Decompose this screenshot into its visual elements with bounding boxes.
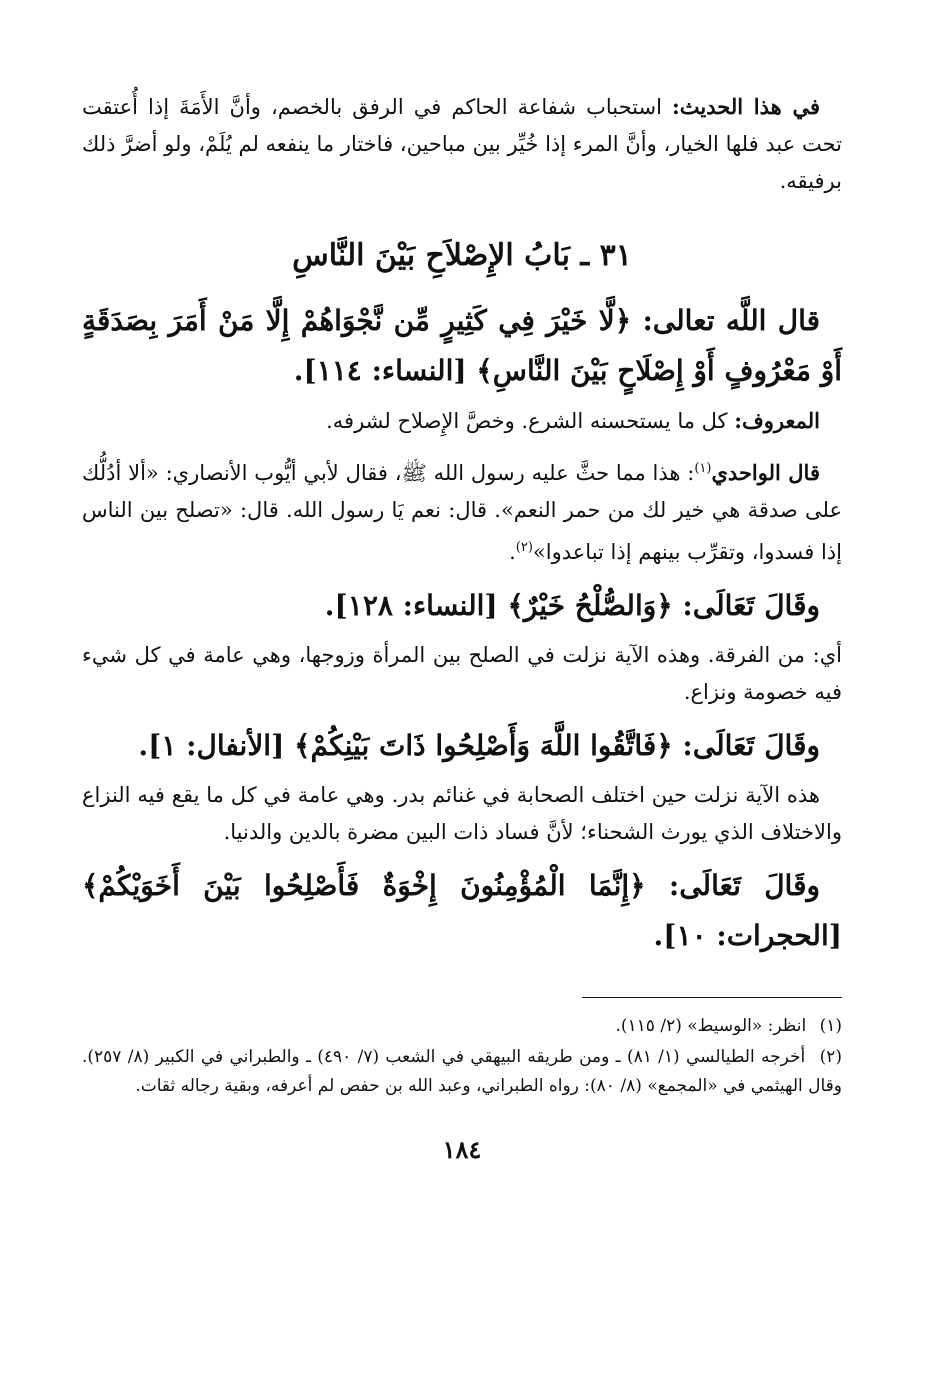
intro-text: استحباب شفاعة الحاكم في الرفق بالخصم، وأنَّ الأَمَةَ إذا أُعتقت تحت عبد فلها الخيار، وأنَّ المرء إذا خُيِّر بين مباحين، فاختار ما ينفعه لم يُلَمْ، ولو أضرَّ ذلك برفيقه. (82, 95, 842, 193)
footnote-2 (82, 1043, 842, 1101)
verse-3-ref: [الأنفال: ١]. (138, 729, 285, 762)
footnote-divider (582, 997, 842, 998)
verse-4-intro: وقَالَ تَعَالَى: (668, 869, 820, 902)
intro-paragraph (82, 88, 842, 200)
note-maruf (82, 402, 842, 440)
verse-2-ref: [النساء: ١٢٨]. (324, 589, 498, 622)
footnote-1 (82, 1012, 842, 1041)
footnote-1-number: (١) (819, 1016, 842, 1036)
verse-1-ref: [النساء: ١١٤]. (293, 354, 467, 387)
chapter-title: ٣١ ـ بَابُ الإِصْلاَحِ بَيْنَ النَّاسِ (292, 238, 632, 273)
verse-3-quran: ﴿فَاتَّقُوا اللَّهَ وَأَصْلِحُوا ذَاتَ بَيْنِكُمْ﴾ (294, 729, 673, 762)
note-badr: هذه الآية نزلت حين اختلف الصحابة في غنائم بدر. وهي عامة في كل ما يقع فيه النزاع والاختلاف الذي يورث الشحناء؛ لأنَّ فساد ذات البين مضرة بالدين والدنيا. (82, 783, 842, 844)
footnote-ref-2[interactable]: (٢) (515, 540, 533, 555)
verse-2-quran: ﴿وَالصُّلْحُ خَيْرٌ﴾ (507, 589, 673, 622)
page-body (82, 88, 842, 1164)
verse-4-quran: ﴿إِنَّمَا الْمُؤْمِنُونَ إِخْوَةٌ فَأَصْلِحُوا بَيْنَ أَخَوَيْكُمْ﴾ (82, 869, 646, 902)
note-wahidi-text: : هذا مما حثَّ عليه رسول الله ﷺ، فقال لأبي أيُّوب الأنصاري: «ألا أدُلُّك على صدقة هي خير لك من حمر النعم». قال: نعم يَا رسول الله. قال: «تصلح بين الناس إذا فسدوا، وتقرِّب بينهم إذا تباعدوا» (82, 461, 842, 564)
note-sulh: أي: من الفرقة. وهذه الآية نزلت في الصلح بين المرأة وزوجها، وهي عامة في كل شيء فيه خصومة ونزاع. (82, 643, 842, 704)
footnote-1-text: انظر: «الوسيط» (٢/ ١١٥). (615, 1016, 807, 1036)
verse-3-intro: وقَالَ تَعَالَى: (682, 729, 820, 762)
verse-2 (82, 581, 842, 631)
intro-lead: في هذا الحديث: (672, 94, 820, 119)
verse-2-intro: وقَالَ تَعَالَى: (682, 589, 820, 622)
note-wahidi-lead: قال الواحدي (711, 460, 820, 485)
page-number: ١٨٤ (442, 1135, 482, 1164)
note-maruf-lead: المعروف: (734, 408, 820, 433)
verse-3 (82, 721, 842, 771)
note-wahidi (82, 450, 842, 571)
footnote-2-number: (٢) (819, 1047, 842, 1067)
verse-4-ref: [الحجرات: ١٠]. (653, 919, 842, 952)
verse-1-intro: قال اللَّه تعالى: (642, 304, 820, 337)
verse-1 (82, 296, 842, 396)
footnote-ref-1[interactable]: (١) (694, 461, 712, 476)
verse-1-quran: ﴿لَّا خَيْرَ فِي كَثِيرٍ مِّن نَّجْوَاهُمْ إِلَّا مَنْ أَمَرَ بِصَدَقَةٍ أَوْ مَعْرُوفٍ أَوْ إِصْلَاحٍ بَيْنَ النَّاسِ﴾ (82, 304, 842, 387)
verse-4 (82, 861, 842, 961)
footnote-2-text: أخرجه الطيالسي (١/ ٨١) ـ ومن طريقه البيهقي في الشعب (٧/ ٤٩٠) ـ والطبراني في الكبير (٨/ ٢٥٧). وقال الهيثمي في «المجمع» (٨/ ٨٠): رواه الطبراني، وعبد الله بن حفص لم أعرفه، وبقية رجاله ثقات. (82, 1047, 842, 1096)
note-wahidi-end: . (509, 540, 516, 564)
note-maruf-text: كل ما يستحسنه الشرع. وخصَّ الإِصلاح لشرفه. (326, 409, 728, 433)
